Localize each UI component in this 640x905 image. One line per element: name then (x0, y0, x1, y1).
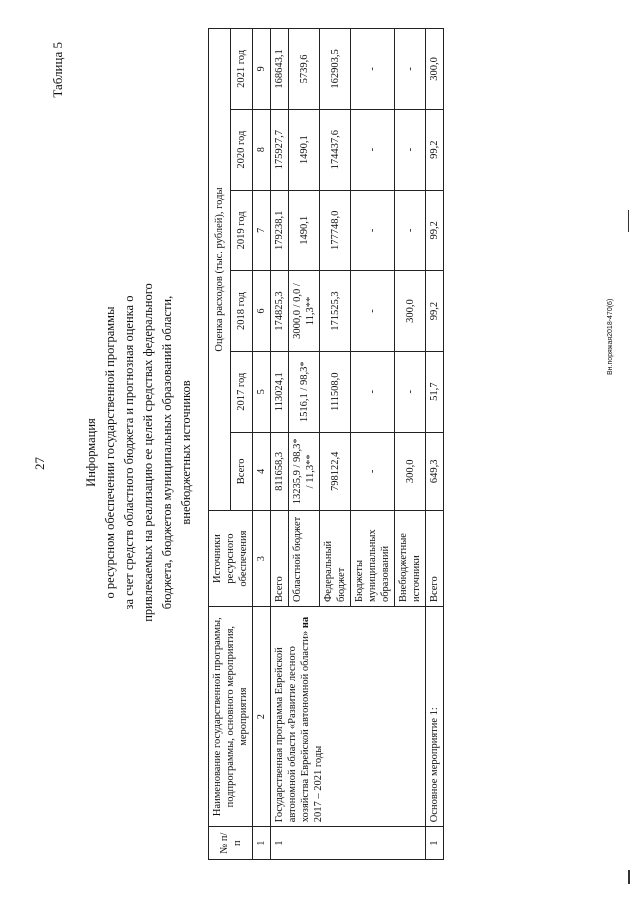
y2020-cell: - (395, 109, 426, 190)
header-name: Наименование государственной программы, подпрограммы, основного мероприятия, мероприятия (209, 607, 253, 827)
y2021-cell: 162903,5 (320, 29, 351, 110)
margin-mark (628, 210, 629, 232)
resource-table (208, 28, 444, 860)
header-2020: 2020 год (231, 109, 253, 190)
total-cell: 811658,3 (271, 432, 289, 511)
measure-num: 1 (426, 827, 444, 860)
y2021-cell: 168643,1 (271, 29, 289, 110)
y2017-cell: - (351, 351, 395, 432)
col-index: 9 (253, 29, 271, 110)
col-index: 8 (253, 109, 271, 190)
total-cell: 13235,9 / 98,3* / 11,3** (289, 432, 320, 511)
y2018-cell: 171525,3 (320, 271, 351, 352)
col-index: 1 (253, 827, 271, 860)
y2021-cell: - (351, 29, 395, 110)
y2020-cell: 1490,1 (289, 109, 320, 190)
program-num: 1 (271, 827, 426, 860)
header-num: № п/п (209, 827, 253, 860)
program-name-text: Государственная программа Еврейской автономной области «Развитие лесного хозяйства Еврейской автономной области» (274, 630, 311, 823)
header-source: Источники ресурсного обеспечения (209, 511, 253, 607)
table-label: Таблица 5 (50, 42, 65, 98)
y2018-cell: 300,0 (395, 271, 426, 352)
y2020-cell: - (351, 109, 395, 190)
y2018-cell: - (351, 271, 395, 352)
col-index: 2 (253, 607, 271, 827)
source-cell: Областной бюджет (289, 511, 320, 607)
y2020-cell: 174437,6 (320, 109, 351, 190)
y2019-cell: 1490,1 (289, 190, 320, 271)
title-line-2: о ресурсном обеспечении государственной программы (103, 306, 117, 599)
col-index: 7 (253, 190, 271, 271)
y2021-cell: 5739,6 (289, 29, 320, 110)
source-cell: Бюджеты муниципальных образований (351, 511, 395, 607)
y2019-cell: - (395, 190, 426, 271)
source-cell: Внебюджетные источники (395, 511, 426, 607)
total-cell: 300,0 (395, 432, 426, 511)
total-cell: - (351, 432, 395, 511)
footer-document-code: Вн.поряжая2018-470(6) (607, 298, 614, 375)
document-title (82, 200, 196, 705)
col-index: 3 (253, 511, 271, 607)
resource-table-wrap (208, 28, 444, 860)
col-index: 6 (253, 271, 271, 352)
title-line-3: за счет средств областного бюджета и прогнозная оценка о (122, 295, 136, 610)
program-name-years: 2017 – 2021 годы (313, 745, 324, 823)
header-2019: 2019 год (231, 190, 253, 271)
page-number: 27 (32, 457, 47, 470)
y2019-cell: 179238,1 (271, 190, 289, 271)
column-index-row (253, 29, 271, 860)
y2018-cell: 174825,3 (271, 271, 289, 352)
y2018-cell: 3000,0 / 0,0 / 11,3** (289, 271, 320, 352)
y2019-cell: 99,2 (426, 190, 444, 271)
program-name (271, 607, 426, 827)
title-line-4: привлекаемых на реализацию ее целей средствах федерального (141, 283, 155, 622)
y2017-cell: - (395, 351, 426, 432)
program-name-bold: на (300, 616, 311, 629)
header-2017: 2017 год (231, 351, 253, 432)
measure-name: Основное мероприятие 1: (426, 607, 444, 827)
title-line-6: внебюджетных источников (179, 380, 193, 525)
y2019-cell: 177748,0 (320, 190, 351, 271)
col-index: 4 (253, 432, 271, 511)
margin-mark (628, 870, 630, 884)
total-cell: 798122,4 (320, 432, 351, 511)
y2019-cell: - (351, 190, 395, 271)
header-estimate: Оценка расходов (тыс. рублей), годы (209, 29, 231, 511)
title-line-5: бюджета, бюджетов муниципальных образований области, (160, 295, 174, 610)
title-line-1: Информация (84, 418, 98, 487)
source-cell: Федеральный бюджет (320, 511, 351, 607)
table-row (426, 29, 444, 860)
header-2018: 2018 год (231, 271, 253, 352)
total-cell: 649,3 (426, 432, 444, 511)
y2021-cell: 300,0 (426, 29, 444, 110)
table-row (271, 29, 289, 860)
y2017-cell: 111508,0 (320, 351, 351, 432)
y2017-cell: 51,7 (426, 351, 444, 432)
y2017-cell: 1516,1 / 98,3* (289, 351, 320, 432)
y2017-cell: 113024,1 (271, 351, 289, 432)
y2020-cell: 99,2 (426, 109, 444, 190)
col-index: 5 (253, 351, 271, 432)
y2020-cell: 175927,7 (271, 109, 289, 190)
header-total: Всего (231, 432, 253, 511)
source-cell: Всего (271, 511, 289, 607)
y2018-cell: 99,2 (426, 271, 444, 352)
source-cell: Всего (426, 511, 444, 607)
header-2021: 2021 год (231, 29, 253, 110)
y2021-cell: - (395, 29, 426, 110)
